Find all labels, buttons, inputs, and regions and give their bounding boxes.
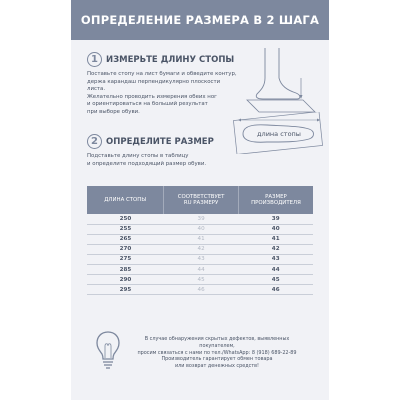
table-row [87, 275, 313, 285]
header-banner [71, 0, 329, 40]
col-header-foot-length: ДЛИНА СТОПЫ [87, 186, 164, 214]
ru-size-cell: 45 [164, 275, 239, 285]
col-header-ru-size: СООТВЕТСТВУЕТ RU РАЗМЕРУ [164, 186, 239, 214]
page-title: ОПРЕДЕЛЕНИЕ РАЗМЕРА В 2 ШАГА [80, 13, 320, 27]
ru-size-cell: 39 [164, 214, 239, 224]
table-row [87, 254, 313, 264]
step-1 [87, 52, 237, 117]
ru-size-cell: 43 [164, 254, 239, 264]
warranty-note [95, 326, 307, 378]
maker-size-cell: 40 [238, 224, 313, 234]
maker-size-cell: 44 [238, 264, 313, 274]
maker-size-cell: 46 [238, 285, 313, 295]
table-row [87, 234, 313, 244]
step-2-number: 2 [87, 134, 102, 149]
step-2-heading [87, 134, 237, 149]
col-header-maker-size: РАЗМЕР ПРОИЗВОДИТЕЛЯ [238, 186, 313, 214]
size-table-header-row [87, 186, 313, 214]
foot-length-cell: 270 [87, 244, 164, 254]
table-row [87, 264, 313, 274]
maker-size-cell: 45 [238, 275, 313, 285]
foot-length-label: длина стопы [257, 130, 301, 138]
maker-size-cell: 39 [238, 214, 313, 224]
step-2 [87, 134, 237, 168]
foot-length-cell: 250 [87, 214, 164, 224]
foot-length-cell: 290 [87, 275, 164, 285]
foot-length-cell: 255 [87, 224, 164, 234]
step-1-title: ИЗМЕРЬТЕ ДЛИНУ СТОПЫ [106, 54, 235, 65]
foot-standing-illustration [241, 48, 319, 118]
step-1-number: 1 [87, 52, 102, 67]
ru-size-cell: 40 [164, 224, 239, 234]
table-row [87, 224, 313, 234]
ru-size-cell: 42 [164, 244, 239, 254]
step-1-text: Поставьте стопу на лист бумаги и обведите контур, держа карандаш перпендикулярно плоскости листа. Желательно проводить измерения обеих ног и ориентироваться на больший результат при выборе обуви. [87, 71, 237, 115]
table-row [87, 214, 313, 224]
foot-length-cell: 285 [87, 264, 164, 274]
step-1-heading [87, 52, 237, 67]
lightbulb-icon [95, 330, 121, 370]
foot-length-cell: 275 [87, 254, 164, 264]
ru-size-cell: 41 [164, 234, 239, 244]
warranty-text: В случае обнаружения скрытых дефектов, выявленных покупателем, просим связаться с нами по тел./WhatsApp: 8 (918) 689-22-89 Производитель гарантирует обмен товара или возврат денежных средств! [137, 336, 297, 370]
size-table [87, 186, 313, 295]
foot-length-cell: 265 [87, 234, 164, 244]
step-2-text: Подставьте длину стопы в таблицу и определите подходящий размер обуви. [87, 153, 207, 167]
ru-size-cell: 44 [164, 264, 239, 274]
size-guide-card [71, 0, 329, 400]
maker-size-cell: 42 [238, 244, 313, 254]
table-row [87, 285, 313, 295]
ru-size-cell: 46 [164, 285, 239, 295]
step-2-title: ОПРЕДЕЛИТЕ РАЗМЕР [106, 136, 214, 147]
maker-size-cell: 41 [238, 234, 313, 244]
foot-length-cell: 295 [87, 285, 164, 295]
foot-outline-illustration [233, 112, 325, 154]
maker-size-cell: 43 [238, 254, 313, 264]
table-row [87, 244, 313, 254]
